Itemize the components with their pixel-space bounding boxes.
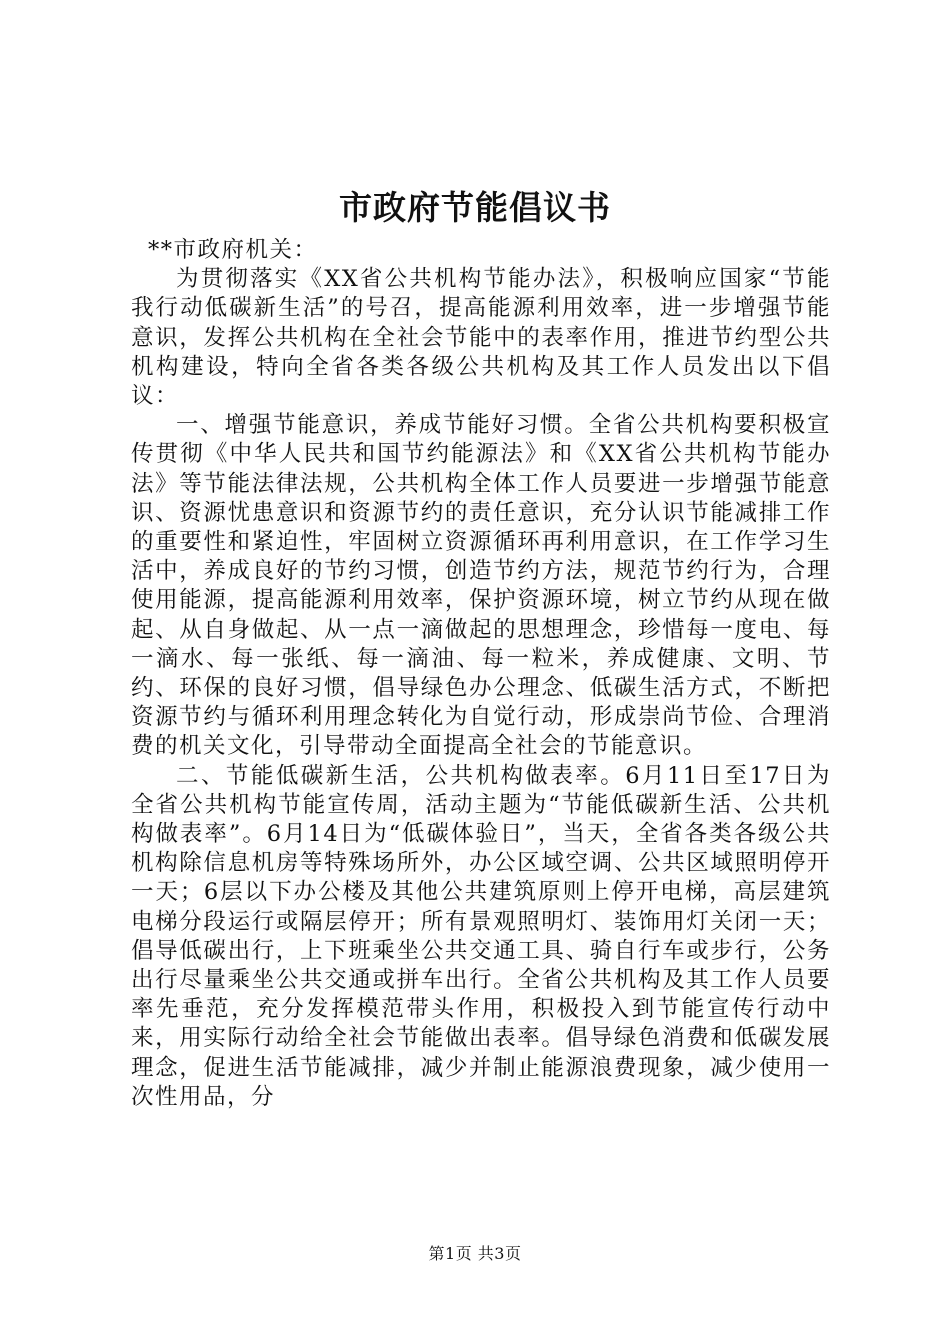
section-one-paragraph: 一、增强节能意识，养成节能好习惯。全省公共机构要积极宣传贯彻《中华人民共和国节约能源法》和《XX省公共机构节能办法》等节能法律法规，公共机构全体工作人员要进一步增强节能意识、资源忧患意识和资源节约的责任意识，充分认识节能减排工作的重要性和紧迫性，牢固树立资源循环再利用意识，在工作学习生活中，养成良好的节约习惯，创造节约方法，规范节约行为，合理使用能源，提高能源利用效率，保护资源环境，树立节约从现在做起、从自身做起、从一点一滴做起的思想理念，珍惜每一度电、每一滴水、每一张纸、每一滴油、每一粒米，养成健康、文明、节约、环保的良好习惯，倡导绿色办公理念、低碳生活方式，不断把资源节约与循环利用理念转化为自觉行动，形成崇尚节俭、合理消费的机关文化，引导带动全面提高全社会的节能意识。 (131, 412, 831, 760)
intro-paragraph: 为贯彻落实《XX省公共机构节能办法》，积极响应国家“节能我行动低碳新生活”的号召，提高能源利用效率，进一步增强节能意识，发挥公共机构在全社会节能中的表率作用，推进节约型公共机构建设，特向全省各类各级公共机构及其工作人员发出以下倡议： (131, 266, 831, 410)
document-body (131, 236, 831, 1112)
page-footer: 第1页 共3页 (428, 1244, 522, 1263)
section-two-paragraph: 二、节能低碳新生活，公共机构做表率。6月11日至17日为全省公共机构节能宣传周，活动主题为“节能低碳新生活、公共机构做表率”。6月14日为“低碳体验日”，当天，全省各类各级公共机构除信息机房等特殊场所外，办公区域空调、公共区域照明停开一天；6层以下办公楼及其他公共建筑原则上停开电梯，高层建筑电梯分段运行或隔层停开；所有景观照明灯、装饰用灯关闭一天；倡导低碳出行，上下班乘坐公共交通工具、骑自行车或步行，公务出行尽量乘坐公共交通或拼车出行。全省公共机构及其工作人员要率先垂范，充分发挥模范带头作用，积极投入到节能宣传行动中来，用实际行动给全社会节能做出表率。倡导绿色消费和低碳发展理念，促进生活节能减排，减少并制止能源浪费现象，减少使用一次性用品，分 (131, 762, 831, 1110)
salutation: **市政府机关： (148, 237, 318, 263)
document-title: 市政府节能倡议书 (339, 188, 611, 227)
